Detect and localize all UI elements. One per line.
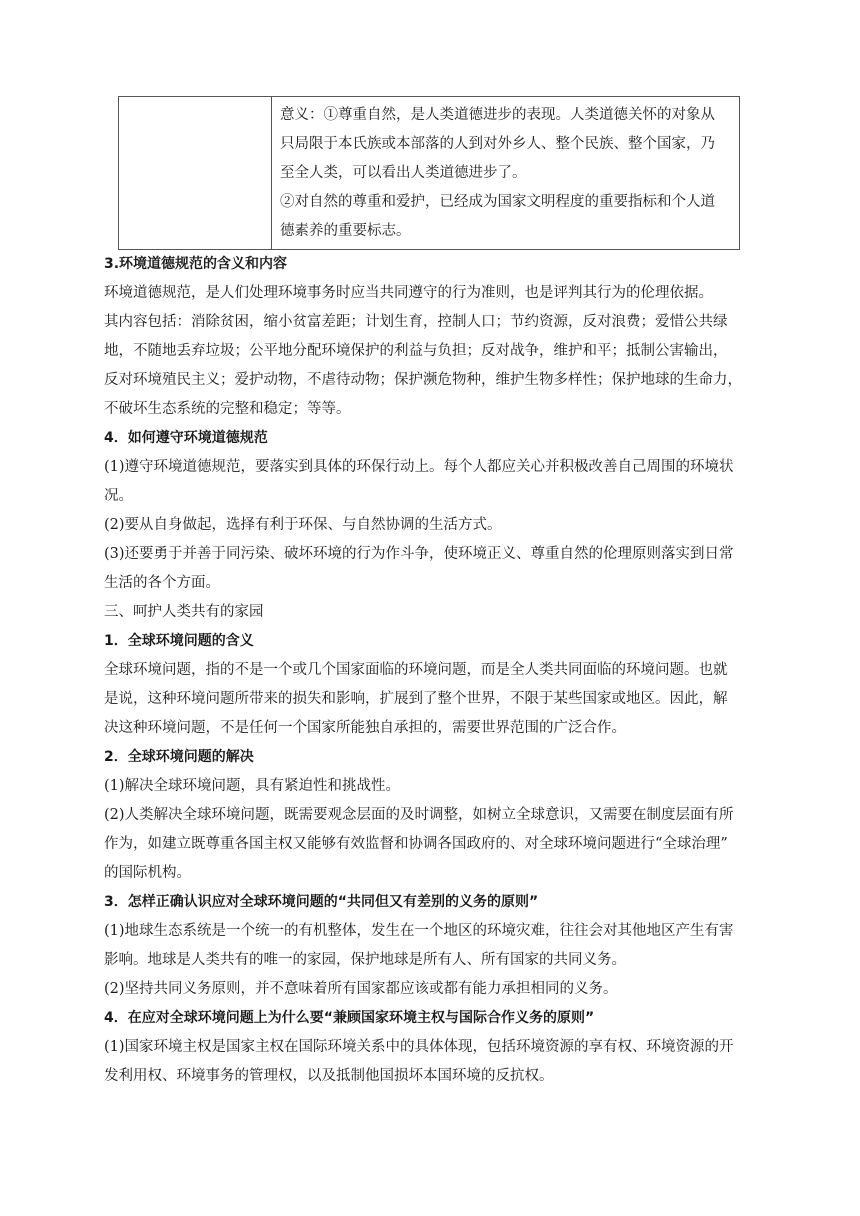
paragraph-line: (3)还要勇于并善于同污染、破坏环境的行为作斗争，使环境正义、尊重自然的伦理原则落实到日常 [104,546,734,562]
table-cell-left [119,97,272,249]
paragraph-line: 反对环境殖民主义；爱护动物，不虐待动物；保护濒危物种，维护生物多样性；保护地球的生命力， [104,372,742,388]
section-heading: 2．全球环境问题的解决 [104,749,254,765]
paragraph-line: (2)人类解决全球环境问题，既需要观念层面的及时调整，如树立全球意识，又需要在制度层面有所 [104,807,734,823]
paragraph-line: 的国际机构。 [104,865,191,881]
section-heading: 1．全球环境问题的含义 [104,633,254,649]
paragraph-line: (1)遵守环境道德规范，要落实到具体的环保行动上。每个人都应关心并积极改善自己周围的环境状 [104,459,734,475]
table-line: 只局限于本氏族或本部落的人到对外乡人、整个民族、整个国家，乃 [280,136,715,152]
paragraph-line: 环境道德规范，是人们处理环境事务时应当共同遵守的行为准则，也是评判其行为的伦理依据。 [104,285,713,301]
table-line: ②对自然的尊重和爱护，已经成为国家文明程度的重要指标和个人道 [280,194,715,210]
paragraph-line: (1)国家环境主权是国家主权在国际环境关系中的具体体现，包括环境资源的享有权、环境资源的开 [104,1039,734,1055]
paragraph-line: 发利用权、环境事务的管理权，以及抵制他国损坏本国环境的反抗权。 [104,1068,554,1084]
paragraph-line: 作为，如建立既尊重各国主权又能够有效监督和协调各国政府的、对全球环境问题进行“全球治理” [104,836,728,852]
paragraph-line: (1)地球生态系统是一个统一的有机整体，发生在一个地区的环境灾难，往往会对其他地区产生有害 [104,923,734,939]
paragraph-line: (1)解决全球环境问题，具有紧迫性和挑战性。 [104,778,401,794]
paragraph-line: 全球环境问题，指的不是一个或几个国家面临的环境问题，而是全人类共同面临的环境问题。也就 [104,662,728,678]
section-heading: 4．如何遵守环境道德规范 [104,430,268,446]
table-line: 至全人类，可以看出人类道德进步了。 [280,165,527,181]
paragraph-line: 决这种环境问题，不是任何一个国家所能独自承担的，需要世界范围的广泛合作。 [104,720,626,736]
table-cell-right [272,97,739,249]
paragraph-line: 不破坏生态系统的完整和稳定；等等。 [104,401,351,417]
table-line: 意义：①尊重自然，是人类道德进步的表现。人类道德关怀的对象从 [280,107,715,123]
chapter-heading: 三、呵护人类共有的家园 [104,604,264,620]
body-text [104,250,764,1091]
table [118,96,740,250]
paragraph-line: (2)要从自身做起，选择有利于环保、与自然协调的生活方式。 [104,517,502,533]
section-heading: 4．在应对全球环境问题上为什么要“兼顾国家环境主权与国际合作义务的原则” [104,1010,595,1026]
paragraph-line: 影响。地球是人类共有的唯一的家园，保护地球是所有人、所有国家的共同义务。 [104,952,626,968]
paragraph-line: 生活的各个方面。 [104,575,220,591]
paragraph-line: (2)坚持共同义务原则，并不意味着所有国家都应该或都有能力承担相同的义务。 [104,981,618,997]
section-heading: 3．怎样正确认识应对全球环境问题的“共同但又有差别的义务的原则” [104,894,539,910]
paragraph-line: 况。 [104,488,133,504]
paragraph-line: 是说，这种环境问题所带来的损失和影响，扩展到了整个世界，不限于某些国家或地区。因此，解 [104,691,728,707]
paragraph-line: 地，不随地丢弃垃圾；公平地分配环境保护的利益与负担；反对战争，维护和平；抵制公害输出， [104,343,728,359]
table-line: 德素养的重要标志。 [280,223,411,239]
section-heading: 3.环境道德规范的含义和内容 [104,256,288,272]
paragraph-line: 其内容包括：消除贫困，缩小贫富差距；计划生育，控制人口；节约资源，反对浪费；爱惜公共绿 [104,314,728,330]
